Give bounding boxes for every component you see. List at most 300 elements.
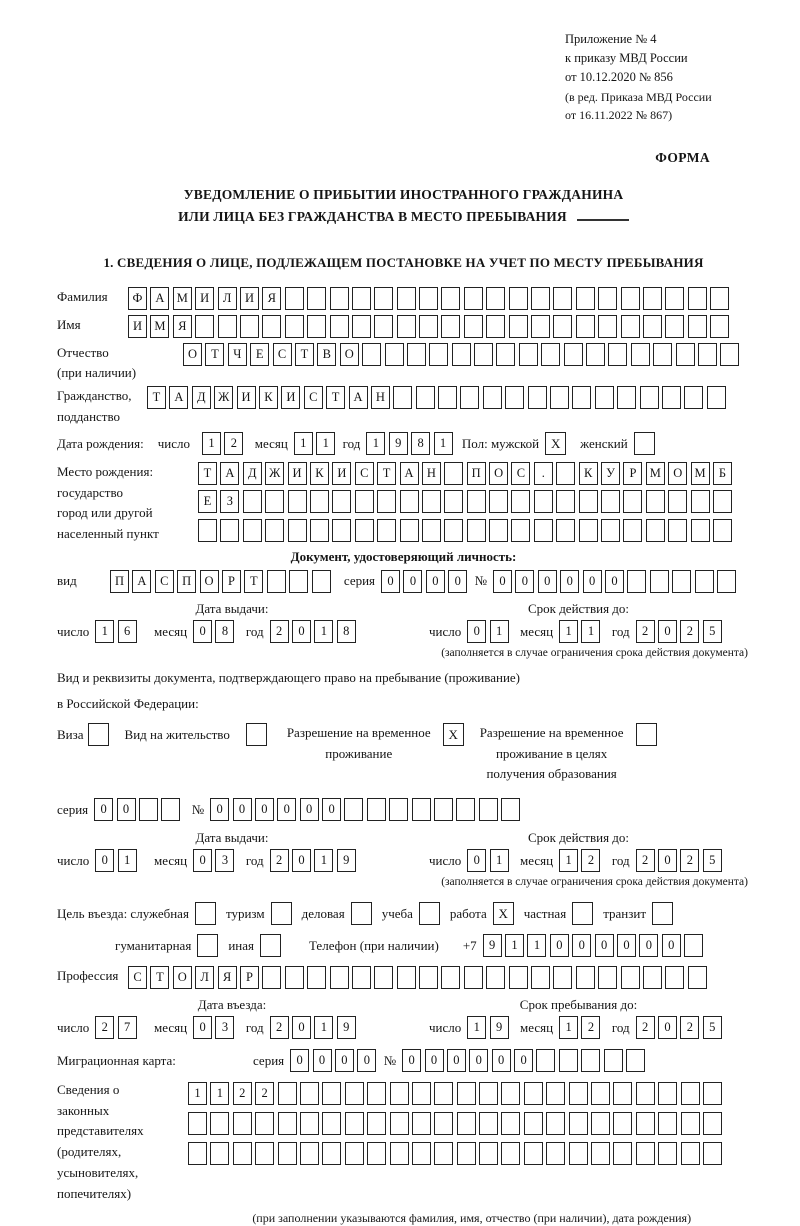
form-cell[interactable] xyxy=(322,1082,341,1105)
form-cell[interactable]: 0 xyxy=(550,934,569,957)
form-cell[interactable]: Я xyxy=(173,315,192,338)
form-cell[interactable] xyxy=(389,798,408,821)
form-cell[interactable] xyxy=(330,966,349,989)
male-checkbox[interactable]: X xyxy=(545,432,566,455)
form-cell[interactable] xyxy=(665,315,684,338)
form-cell[interactable] xyxy=(434,1142,453,1165)
form-cell[interactable]: М xyxy=(173,287,192,310)
form-cell[interactable] xyxy=(310,519,329,542)
form-cell[interactable]: 2 xyxy=(224,432,243,455)
form-cell[interactable]: 2 xyxy=(636,1016,655,1039)
form-cell[interactable] xyxy=(255,1112,274,1135)
form-cell[interactable] xyxy=(397,315,416,338)
form-cell[interactable] xyxy=(412,1142,431,1165)
form-cell[interactable]: 1 xyxy=(559,620,578,643)
form-cell[interactable]: Л xyxy=(218,287,237,310)
form-cell[interactable] xyxy=(509,287,528,310)
form-cell[interactable]: 1 xyxy=(559,849,578,872)
form-cell[interactable] xyxy=(278,1112,297,1135)
form-cell[interactable]: 0 xyxy=(381,570,400,593)
purpose-official-checkbox[interactable] xyxy=(195,902,216,925)
form-cell[interactable] xyxy=(374,315,393,338)
form-cell[interactable]: 0 xyxy=(313,1049,332,1072)
form-cell[interactable] xyxy=(377,519,396,542)
form-cell[interactable] xyxy=(322,1112,341,1135)
form-cell[interactable] xyxy=(556,462,575,485)
form-cell[interactable]: 0 xyxy=(538,570,557,593)
form-cell[interactable] xyxy=(267,570,286,593)
form-cell[interactable] xyxy=(631,343,650,366)
form-cell[interactable] xyxy=(703,1082,722,1105)
form-cell[interactable] xyxy=(553,966,572,989)
form-cell[interactable]: И xyxy=(237,386,256,409)
form-cell[interactable] xyxy=(139,798,158,821)
form-cell[interactable]: Т xyxy=(377,462,396,485)
form-cell[interactable] xyxy=(691,519,710,542)
form-cell[interactable]: 0 xyxy=(492,1049,511,1072)
form-cell[interactable]: 9 xyxy=(389,432,408,455)
form-cell[interactable] xyxy=(720,343,739,366)
form-cell[interactable]: 1 xyxy=(467,1016,486,1039)
form-cell[interactable]: 0 xyxy=(403,570,422,593)
form-cell[interactable] xyxy=(390,1112,409,1135)
form-cell[interactable] xyxy=(668,519,687,542)
form-cell[interactable]: 0 xyxy=(233,798,252,821)
form-cell[interactable]: О xyxy=(173,966,192,989)
form-cell[interactable] xyxy=(307,287,326,310)
form-cell[interactable]: 1 xyxy=(316,432,335,455)
form-cell[interactable] xyxy=(524,1082,543,1105)
form-cell[interactable] xyxy=(441,287,460,310)
form-cell[interactable] xyxy=(681,1082,700,1105)
form-cell[interactable]: 0 xyxy=(292,849,311,872)
form-cell[interactable] xyxy=(681,1142,700,1165)
temp-residence-edu-checkbox[interactable] xyxy=(636,723,657,746)
form-cell[interactable]: 1 xyxy=(188,1082,207,1105)
form-cell[interactable] xyxy=(422,519,441,542)
form-cell[interactable]: 2 xyxy=(636,620,655,643)
form-cell[interactable] xyxy=(534,519,553,542)
form-cell[interactable] xyxy=(312,570,331,593)
form-cell[interactable]: 8 xyxy=(411,432,430,455)
form-cell[interactable]: 1 xyxy=(95,620,114,643)
form-cell[interactable] xyxy=(489,519,508,542)
form-cell[interactable] xyxy=(717,570,736,593)
form-cell[interactable] xyxy=(643,315,662,338)
form-cell[interactable] xyxy=(367,1142,386,1165)
form-cell[interactable]: Ф xyxy=(128,287,147,310)
form-cell[interactable] xyxy=(456,798,475,821)
form-cell[interactable] xyxy=(550,386,569,409)
form-cell[interactable] xyxy=(658,1142,677,1165)
form-cell[interactable] xyxy=(643,287,662,310)
form-cell[interactable]: 0 xyxy=(448,570,467,593)
form-cell[interactable] xyxy=(419,287,438,310)
form-cell[interactable]: 0 xyxy=(617,934,636,957)
form-cell[interactable] xyxy=(653,343,672,366)
form-cell[interactable]: 0 xyxy=(493,570,512,593)
form-cell[interactable] xyxy=(464,966,483,989)
form-cell[interactable]: М xyxy=(150,315,169,338)
purpose-humanitarian-checkbox[interactable] xyxy=(197,934,218,957)
form-cell[interactable] xyxy=(367,1112,386,1135)
form-cell[interactable] xyxy=(636,1082,655,1105)
form-cell[interactable] xyxy=(444,490,463,513)
form-cell[interactable]: . xyxy=(534,462,553,485)
form-cell[interactable]: 0 xyxy=(658,1016,677,1039)
form-cell[interactable]: 9 xyxy=(337,849,356,872)
form-cell[interactable] xyxy=(474,343,493,366)
form-cell[interactable]: С xyxy=(128,966,147,989)
form-cell[interactable] xyxy=(479,1142,498,1165)
form-cell[interactable] xyxy=(483,386,502,409)
form-cell[interactable]: М xyxy=(691,462,710,485)
form-cell[interactable] xyxy=(703,1142,722,1165)
form-cell[interactable]: С xyxy=(273,343,292,366)
form-cell[interactable]: 1 xyxy=(294,432,313,455)
form-cell[interactable] xyxy=(457,1142,476,1165)
form-cell[interactable] xyxy=(658,1082,677,1105)
form-cell[interactable]: Р xyxy=(623,462,642,485)
form-cell[interactable] xyxy=(285,966,304,989)
form-cell[interactable] xyxy=(332,490,351,513)
form-cell[interactable] xyxy=(412,1112,431,1135)
form-cell[interactable]: Т xyxy=(205,343,224,366)
form-cell[interactable] xyxy=(288,519,307,542)
form-cell[interactable]: 0 xyxy=(658,849,677,872)
purpose-business-checkbox[interactable] xyxy=(351,902,372,925)
form-cell[interactable]: 5 xyxy=(703,1016,722,1039)
form-cell[interactable] xyxy=(576,287,595,310)
form-cell[interactable] xyxy=(601,490,620,513)
form-cell[interactable]: П xyxy=(467,462,486,485)
form-cell[interactable] xyxy=(407,343,426,366)
form-cell[interactable]: 9 xyxy=(483,934,502,957)
form-cell[interactable]: 0 xyxy=(662,934,681,957)
purpose-other-checkbox[interactable] xyxy=(260,934,281,957)
form-cell[interactable] xyxy=(240,315,259,338)
form-cell[interactable] xyxy=(419,315,438,338)
form-cell[interactable]: Т xyxy=(147,386,166,409)
form-cell[interactable]: Л xyxy=(195,966,214,989)
form-cell[interactable] xyxy=(553,315,572,338)
form-cell[interactable] xyxy=(289,570,308,593)
form-cell[interactable] xyxy=(601,519,620,542)
form-cell[interactable] xyxy=(646,490,665,513)
form-cell[interactable] xyxy=(464,315,483,338)
form-cell[interactable]: 0 xyxy=(292,620,311,643)
form-cell[interactable]: 1 xyxy=(581,620,600,643)
form-cell[interactable] xyxy=(352,966,371,989)
form-cell[interactable] xyxy=(576,966,595,989)
form-cell[interactable] xyxy=(345,1112,364,1135)
form-cell[interactable] xyxy=(640,386,659,409)
form-cell[interactable] xyxy=(501,1142,520,1165)
form-cell[interactable]: О xyxy=(183,343,202,366)
form-cell[interactable] xyxy=(489,490,508,513)
form-cell[interactable] xyxy=(307,315,326,338)
form-cell[interactable]: 2 xyxy=(680,849,699,872)
form-cell[interactable]: 2 xyxy=(680,1016,699,1039)
form-cell[interactable] xyxy=(534,490,553,513)
form-cell[interactable]: 1 xyxy=(490,620,509,643)
form-cell[interactable]: 0 xyxy=(357,1049,376,1072)
form-cell[interactable] xyxy=(531,287,550,310)
form-cell[interactable] xyxy=(546,1112,565,1135)
form-cell[interactable] xyxy=(161,798,180,821)
form-cell[interactable]: А xyxy=(349,386,368,409)
form-cell[interactable]: Т xyxy=(198,462,217,485)
form-cell[interactable] xyxy=(322,1142,341,1165)
form-cell[interactable] xyxy=(218,315,237,338)
form-cell[interactable] xyxy=(598,287,617,310)
form-cell[interactable]: 2 xyxy=(255,1082,274,1105)
form-cell[interactable]: 0 xyxy=(639,934,658,957)
form-cell[interactable]: Я xyxy=(218,966,237,989)
form-cell[interactable] xyxy=(627,570,646,593)
form-cell[interactable]: 0 xyxy=(572,934,591,957)
form-cell[interactable]: 0 xyxy=(447,1049,466,1072)
form-cell[interactable]: 6 xyxy=(118,620,137,643)
form-cell[interactable] xyxy=(457,1112,476,1135)
form-cell[interactable]: 5 xyxy=(703,620,722,643)
form-cell[interactable] xyxy=(688,966,707,989)
form-cell[interactable] xyxy=(564,343,583,366)
form-cell[interactable]: 0 xyxy=(117,798,136,821)
form-cell[interactable] xyxy=(546,1142,565,1165)
form-cell[interactable] xyxy=(300,1082,319,1105)
form-cell[interactable]: Ч xyxy=(228,343,247,366)
form-cell[interactable] xyxy=(362,343,381,366)
form-cell[interactable]: К xyxy=(579,462,598,485)
form-cell[interactable]: А xyxy=(150,287,169,310)
form-cell[interactable] xyxy=(441,966,460,989)
form-cell[interactable]: 3 xyxy=(215,1016,234,1039)
form-cell[interactable] xyxy=(556,519,575,542)
form-cell[interactable]: Д xyxy=(192,386,211,409)
form-cell[interactable] xyxy=(355,519,374,542)
form-cell[interactable] xyxy=(672,570,691,593)
form-cell[interactable]: А xyxy=(169,386,188,409)
form-cell[interactable]: К xyxy=(259,386,278,409)
form-cell[interactable] xyxy=(285,287,304,310)
form-cell[interactable] xyxy=(486,966,505,989)
form-cell[interactable]: 2 xyxy=(680,620,699,643)
form-cell[interactable] xyxy=(352,287,371,310)
form-cell[interactable] xyxy=(684,386,703,409)
form-cell[interactable] xyxy=(658,1112,677,1135)
form-cell[interactable]: О xyxy=(340,343,359,366)
form-cell[interactable]: 8 xyxy=(337,620,356,643)
form-cell[interactable] xyxy=(255,1142,274,1165)
form-cell[interactable] xyxy=(688,287,707,310)
form-cell[interactable] xyxy=(646,519,665,542)
form-cell[interactable] xyxy=(243,490,262,513)
form-cell[interactable] xyxy=(300,1142,319,1165)
form-cell[interactable] xyxy=(390,1082,409,1105)
form-cell[interactable]: Е xyxy=(198,490,217,513)
form-cell[interactable]: И xyxy=(128,315,147,338)
form-cell[interactable]: 3 xyxy=(215,849,234,872)
form-cell[interactable] xyxy=(434,1112,453,1135)
form-cell[interactable]: Р xyxy=(222,570,241,593)
form-cell[interactable] xyxy=(613,1112,632,1135)
form-cell[interactable]: Н xyxy=(422,462,441,485)
form-cell[interactable]: 7 xyxy=(118,1016,137,1039)
temp-residence-checkbox[interactable]: X xyxy=(443,723,464,746)
form-cell[interactable]: Р xyxy=(240,966,259,989)
form-cell[interactable] xyxy=(579,490,598,513)
form-cell[interactable]: О xyxy=(200,570,219,593)
form-cell[interactable] xyxy=(569,1082,588,1105)
form-cell[interactable] xyxy=(617,386,636,409)
form-cell[interactable] xyxy=(691,490,710,513)
purpose-private-checkbox[interactable] xyxy=(572,902,593,925)
form-cell[interactable] xyxy=(438,386,457,409)
form-cell[interactable] xyxy=(546,1082,565,1105)
form-cell[interactable] xyxy=(416,386,435,409)
form-cell[interactable]: 0 xyxy=(94,798,113,821)
form-cell[interactable] xyxy=(198,519,217,542)
form-cell[interactable] xyxy=(541,343,560,366)
form-cell[interactable]: 1 xyxy=(490,849,509,872)
form-cell[interactable]: 0 xyxy=(467,620,486,643)
form-cell[interactable] xyxy=(698,343,717,366)
form-cell[interactable] xyxy=(621,966,640,989)
form-cell[interactable]: 0 xyxy=(300,798,319,821)
form-cell[interactable] xyxy=(429,343,448,366)
form-cell[interactable]: 0 xyxy=(560,570,579,593)
form-cell[interactable]: А xyxy=(400,462,419,485)
form-cell[interactable]: 0 xyxy=(193,849,212,872)
form-cell[interactable] xyxy=(581,1049,600,1072)
form-cell[interactable]: 2 xyxy=(581,1016,600,1039)
form-cell[interactable]: М xyxy=(646,462,665,485)
form-cell[interactable] xyxy=(608,343,627,366)
form-cell[interactable] xyxy=(572,386,591,409)
form-cell[interactable] xyxy=(665,287,684,310)
form-cell[interactable]: 0 xyxy=(605,570,624,593)
visa-checkbox[interactable] xyxy=(88,723,109,746)
form-cell[interactable]: 2 xyxy=(95,1016,114,1039)
form-cell[interactable] xyxy=(444,462,463,485)
form-cell[interactable]: С xyxy=(304,386,323,409)
form-cell[interactable] xyxy=(556,490,575,513)
form-cell[interactable]: 1 xyxy=(527,934,546,957)
form-cell[interactable] xyxy=(528,386,547,409)
form-cell[interactable] xyxy=(613,1082,632,1105)
form-cell[interactable]: 0 xyxy=(292,1016,311,1039)
form-cell[interactable] xyxy=(377,490,396,513)
form-cell[interactable]: О xyxy=(489,462,508,485)
form-cell[interactable]: У xyxy=(601,462,620,485)
form-cell[interactable] xyxy=(262,966,281,989)
form-cell[interactable] xyxy=(188,1142,207,1165)
form-cell[interactable] xyxy=(330,315,349,338)
form-cell[interactable] xyxy=(511,490,530,513)
form-cell[interactable] xyxy=(374,287,393,310)
form-cell[interactable] xyxy=(626,1049,645,1072)
form-cell[interactable] xyxy=(579,519,598,542)
form-cell[interactable] xyxy=(559,1049,578,1072)
form-cell[interactable] xyxy=(412,798,431,821)
form-cell[interactable] xyxy=(345,1142,364,1165)
form-cell[interactable]: К xyxy=(310,462,329,485)
form-cell[interactable]: 0 xyxy=(402,1049,421,1072)
form-cell[interactable] xyxy=(623,519,642,542)
form-cell[interactable] xyxy=(233,1112,252,1135)
form-cell[interactable]: 8 xyxy=(215,620,234,643)
form-cell[interactable]: 1 xyxy=(559,1016,578,1039)
form-cell[interactable]: И xyxy=(195,287,214,310)
form-cell[interactable] xyxy=(676,343,695,366)
form-cell[interactable] xyxy=(393,386,412,409)
form-cell[interactable] xyxy=(524,1112,543,1135)
form-cell[interactable] xyxy=(400,519,419,542)
form-cell[interactable] xyxy=(650,570,669,593)
form-cell[interactable]: 0 xyxy=(335,1049,354,1072)
form-cell[interactable]: С xyxy=(355,462,374,485)
form-cell[interactable]: Д xyxy=(243,462,262,485)
form-cell[interactable] xyxy=(355,490,374,513)
form-cell[interactable] xyxy=(434,798,453,821)
form-cell[interactable]: 0 xyxy=(210,798,229,821)
form-cell[interactable] xyxy=(278,1082,297,1105)
form-cell[interactable]: 1 xyxy=(434,432,453,455)
form-cell[interactable] xyxy=(591,1082,610,1105)
form-cell[interactable] xyxy=(621,287,640,310)
form-cell[interactable] xyxy=(479,1112,498,1135)
form-cell[interactable] xyxy=(210,1112,229,1135)
form-cell[interactable] xyxy=(397,966,416,989)
form-cell[interactable] xyxy=(460,386,479,409)
form-cell[interactable] xyxy=(486,287,505,310)
form-cell[interactable]: Ж xyxy=(214,386,233,409)
form-cell[interactable]: 0 xyxy=(425,1049,444,1072)
form-cell[interactable]: П xyxy=(110,570,129,593)
form-cell[interactable] xyxy=(467,490,486,513)
form-cell[interactable] xyxy=(684,934,703,957)
form-cell[interactable]: 0 xyxy=(595,934,614,957)
form-cell[interactable]: 1 xyxy=(314,1016,333,1039)
form-cell[interactable] xyxy=(496,343,515,366)
form-cell[interactable] xyxy=(598,315,617,338)
form-cell[interactable]: З xyxy=(220,490,239,513)
form-cell[interactable]: 0 xyxy=(193,1016,212,1039)
form-cell[interactable] xyxy=(604,1049,623,1072)
form-cell[interactable] xyxy=(345,1082,364,1105)
form-cell[interactable]: 0 xyxy=(426,570,445,593)
form-cell[interactable] xyxy=(188,1112,207,1135)
form-cell[interactable] xyxy=(524,1142,543,1165)
form-cell[interactable] xyxy=(688,315,707,338)
form-cell[interactable]: 2 xyxy=(270,620,289,643)
form-cell[interactable] xyxy=(586,343,605,366)
purpose-work-checkbox[interactable]: X xyxy=(493,902,514,925)
form-cell[interactable] xyxy=(307,966,326,989)
form-cell[interactable] xyxy=(613,1142,632,1165)
form-cell[interactable] xyxy=(400,490,419,513)
form-cell[interactable] xyxy=(668,490,687,513)
form-cell[interactable] xyxy=(195,315,214,338)
form-cell[interactable]: 0 xyxy=(95,849,114,872)
form-cell[interactable] xyxy=(367,1082,386,1105)
form-cell[interactable] xyxy=(385,343,404,366)
form-cell[interactable] xyxy=(434,1082,453,1105)
form-cell[interactable] xyxy=(591,1142,610,1165)
form-cell[interactable] xyxy=(511,519,530,542)
purpose-transit-checkbox[interactable] xyxy=(652,902,673,925)
